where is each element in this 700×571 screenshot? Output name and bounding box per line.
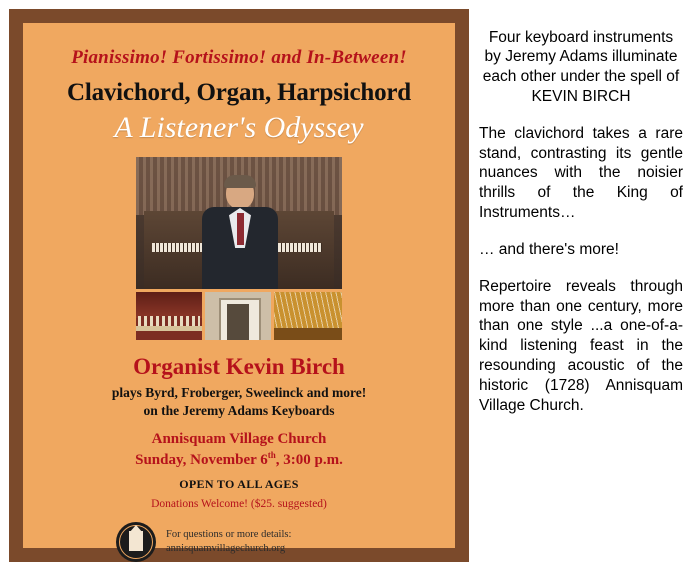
poster-contact-line2: annisquamvillagechurch.org bbox=[166, 543, 286, 554]
harpsichord-photo bbox=[274, 292, 342, 340]
harpsichord-frame bbox=[274, 328, 342, 340]
poster-program: plays Byrd, Froberger, Sweelinck and more! bbox=[111, 385, 367, 400]
poster-body bbox=[23, 23, 455, 554]
poster-instrument-credit: on the Jeremy Adams Keyboards bbox=[143, 403, 335, 418]
organ-stop-knobs bbox=[138, 316, 200, 326]
poster-date-text: Sunday, November 6 bbox=[135, 452, 268, 468]
poster-subtitle: A Listener's Odyssey bbox=[114, 111, 364, 144]
poster-donations: Donations Welcome! ($25. suggested) bbox=[151, 498, 327, 510]
performer-hair bbox=[224, 175, 256, 188]
performer-tie bbox=[237, 213, 244, 245]
clavichord-photo bbox=[205, 292, 271, 340]
poster-date-ordinal: th bbox=[267, 450, 276, 460]
poster-date bbox=[135, 450, 343, 469]
seal-church-body bbox=[129, 531, 143, 551]
poster-performer: Organist Kevin Birch bbox=[133, 354, 345, 379]
organ-rail bbox=[136, 326, 202, 331]
sidebar-paragraph-4: Repertoire reveals through more than one century, more than one style ...a one-of-a-kind listening feast in the resounding acoustic of the historic (1728) Annisquam Village Church. bbox=[479, 277, 683, 414]
poster-contact-line1: For questions or more details: bbox=[166, 528, 292, 540]
poster-frame bbox=[9, 9, 469, 562]
clavichord-interior bbox=[227, 304, 249, 340]
organ-console-photo bbox=[136, 292, 202, 340]
poster-instruments-line: Clavichord, Organ, Harpsichord bbox=[66, 79, 411, 106]
sidebar-paragraph-1: Four keyboard instruments by Jeremy Adams illuminate each other under the spell of KEVIN BIRCH bbox=[482, 28, 680, 105]
poster-images bbox=[136, 157, 342, 340]
poster-venue: Annisquam Village Church bbox=[151, 431, 327, 447]
poster-date-time: , 3:00 p.m. bbox=[275, 452, 343, 468]
sidebar-description bbox=[479, 12, 691, 571]
poster-audience: OPEN TO ALL AGES bbox=[179, 477, 299, 491]
poster-tagline: Pianissimo! Fortissimo! and In-Between! bbox=[71, 47, 407, 68]
poster-footer bbox=[104, 522, 374, 562]
sidebar-paragraph-3: … and there's more! bbox=[479, 240, 619, 258]
sidebar-paragraph-2: The clavichord takes a rare stand, contrasting its gentle nuances with the noisier thrills of the King of Instruments… bbox=[479, 124, 683, 222]
poster-contact bbox=[166, 528, 291, 556]
performer-figure bbox=[200, 177, 280, 289]
church-seal-icon bbox=[116, 522, 156, 562]
instrument-photo-strip bbox=[136, 292, 342, 340]
organ-console-top bbox=[136, 292, 202, 318]
performer-photo bbox=[136, 157, 342, 289]
